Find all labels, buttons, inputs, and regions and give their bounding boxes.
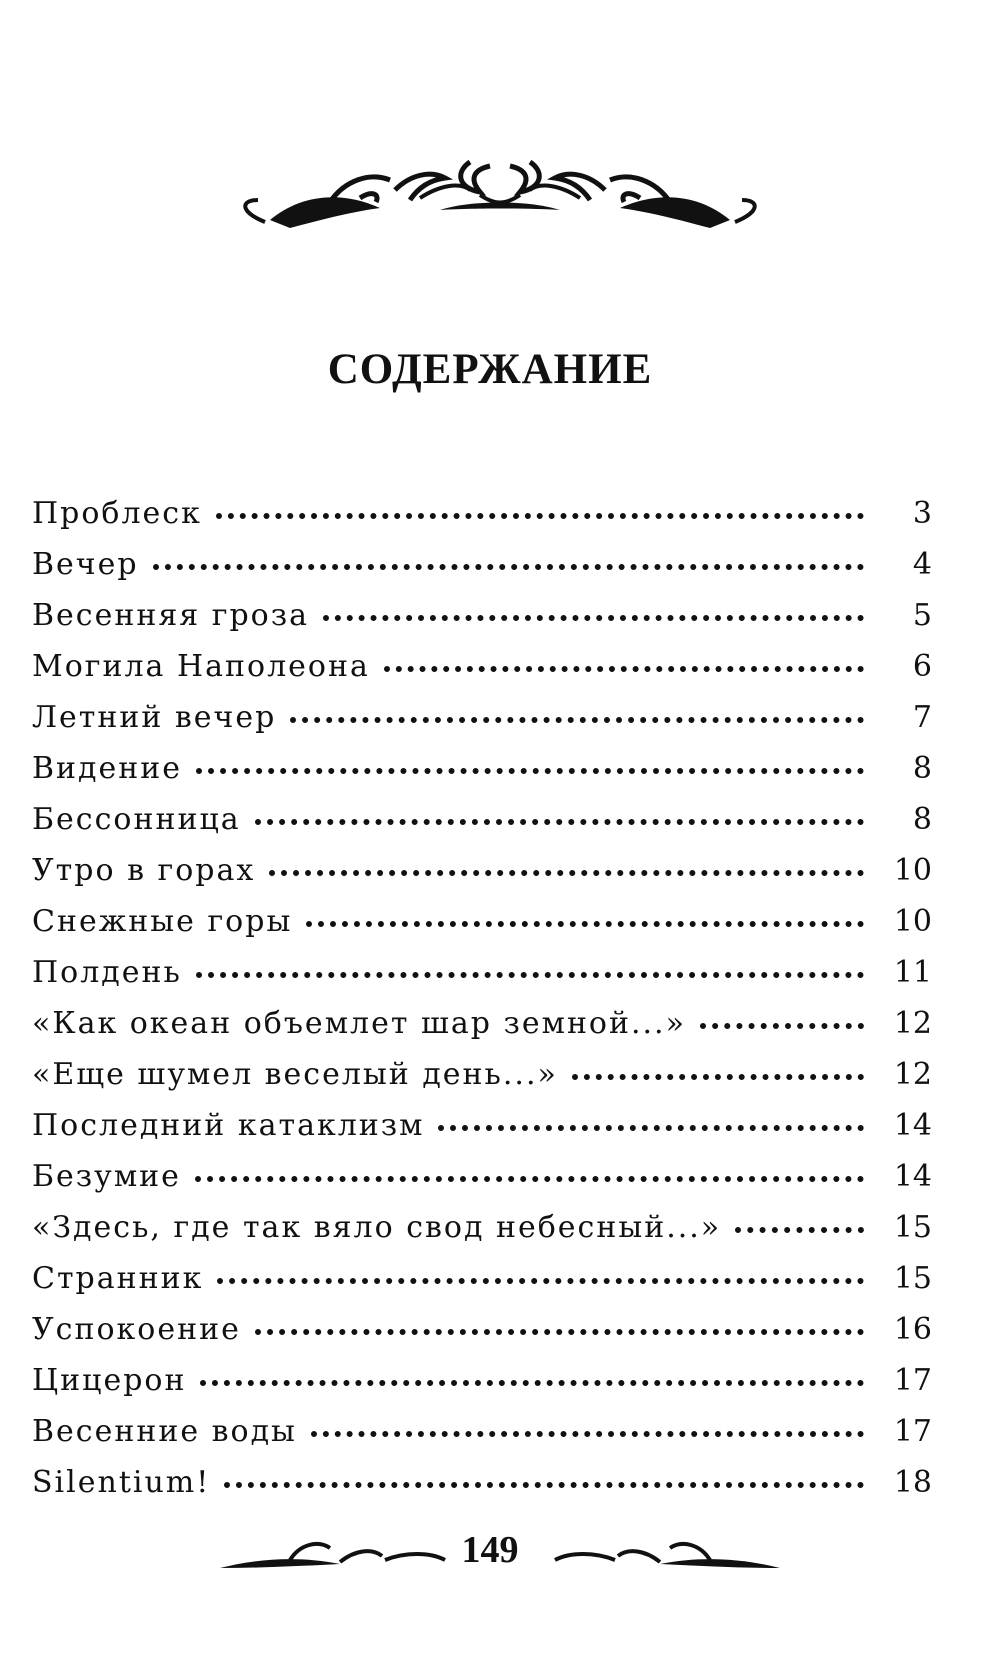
toc-entry-title: «Еще шумел веселый день...» [32,1057,558,1092]
toc-entry-page: 14 [893,1159,932,1194]
toc-entry [32,1210,932,1261]
toc-entry [32,496,932,547]
toc-entry-title: «Как океан объемлет шар земной...» [32,1006,686,1041]
dot-leader [572,1074,864,1080]
toc-entry-title: Вечер [32,547,139,582]
dot-leader [216,513,864,519]
dot-leader [306,921,864,927]
toc-entry-title: Последний катаклизм [32,1108,425,1143]
toc-entry-title: Могила Наполеона [32,649,370,684]
toc-entry-title: Весенняя гроза [32,598,309,633]
dot-leader [438,1125,864,1131]
toc-entry-title: Утро в горах [32,853,256,888]
toc-entry [32,1159,932,1210]
toc-entry-page: 11 [893,955,932,990]
dot-leader [200,1380,864,1386]
toc-entry [32,853,932,904]
toc-entry [32,598,932,649]
toc-entry-page: 5 [912,598,932,633]
dot-leader [195,1176,864,1182]
toc-entry-title: Летний вечер [32,700,277,735]
toc-entry [32,751,932,802]
dot-leader [196,972,864,978]
toc-entry-title: Цицерон [32,1363,187,1398]
table-of-contents [32,496,932,1516]
toc-entry-title: «Здесь, где так вяло свод небесный...» [32,1210,722,1245]
toc-entry-page: 6 [912,649,932,684]
dot-leader [196,768,864,774]
toc-entry [32,1261,932,1312]
dot-leader [700,1023,864,1029]
toc-entry-page: 10 [893,904,932,939]
toc-entry [32,649,932,700]
toc-entry-title: Полдень [32,955,182,990]
toc-entry [32,802,932,853]
toc-entry [32,1363,932,1414]
toc-entry-page: 7 [912,700,932,735]
toc-entry-title: Видение [32,751,183,786]
toc-entry-page: 8 [912,751,932,786]
toc-entry-title: Снежные горы [32,904,293,939]
toc-entry-page: 8 [912,802,932,837]
toc-entry-page: 14 [893,1108,932,1143]
toc-entry-title: Странник [32,1261,204,1296]
toc-entry-page: 10 [893,853,932,888]
dot-leader [735,1227,864,1233]
dot-leader [384,666,864,672]
toc-entry-page: 4 [912,547,932,582]
toc-entry [32,700,932,751]
toc-entry-title: Безумие [32,1159,181,1194]
toc-entry-page: 15 [893,1261,932,1296]
dot-leader [311,1431,864,1437]
toc-entry [32,1414,932,1465]
toc-entry [32,955,932,1006]
toc-entry [32,1057,932,1108]
dot-leader [269,870,864,876]
toc-entry [32,1108,932,1159]
dot-leader [255,819,864,825]
toc-entry-title: Весенние воды [32,1414,297,1449]
toc-entry [32,1465,932,1516]
toc-entry [32,1312,932,1363]
flourish-ornament-top [0,150,1000,235]
toc-entry-page: 15 [893,1210,932,1245]
dot-leader [323,615,864,621]
dot-leader [290,717,864,723]
toc-entry [32,1006,932,1057]
toc-entry-title: Проблеск [32,496,202,531]
toc-entry-page: 12 [893,1006,932,1041]
toc-entry [32,547,932,598]
toc-entry-page: 16 [893,1312,932,1347]
toc-entry-page: 18 [893,1465,932,1500]
dot-leader [255,1329,864,1335]
toc-entry-title: Silentium! [32,1465,211,1500]
toc-entry-title: Успокоение [32,1312,241,1347]
page-title: СОДЕРЖАНИЕ [327,346,653,393]
dot-leader [153,564,864,570]
toc-entry-title: Бессонница [32,802,241,837]
page-number: 149 [461,1529,519,1571]
toc-entry-page: 3 [912,496,932,531]
dot-leader [217,1278,864,1284]
toc-entry [32,904,932,955]
toc-entry-page: 17 [893,1414,932,1449]
toc-entry-page: 17 [893,1363,932,1398]
toc-entry-page: 12 [893,1057,932,1092]
dot-leader [224,1482,864,1488]
